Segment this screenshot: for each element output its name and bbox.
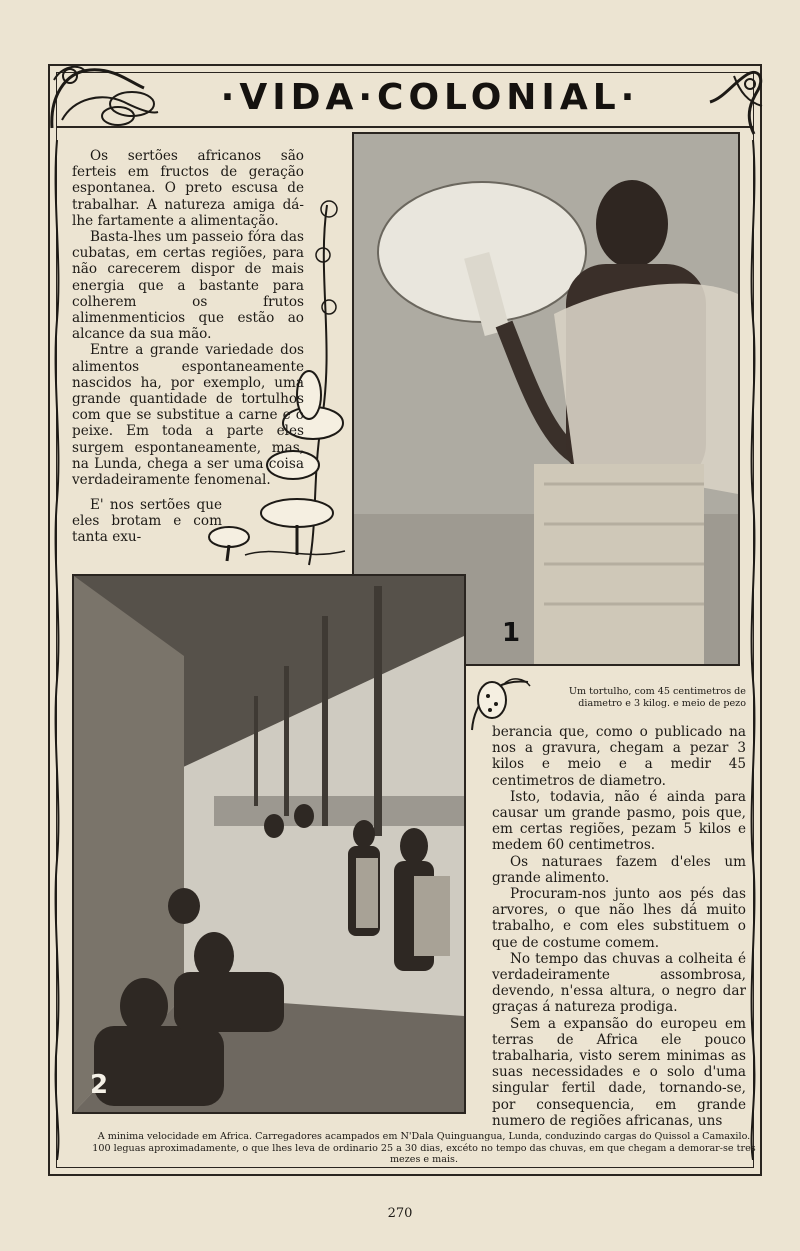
- intro-text-tail: [72, 497, 222, 546]
- page-title: ·VIDA·COLONIAL·: [220, 77, 640, 118]
- paragraph: Os naturaes fazem d'eles um grande alimento.: [492, 853, 746, 886]
- paragraph: E' nos sertões que eles brotam e com tanta exu-: [72, 497, 222, 546]
- paragraph: berancia que, como o publicado na nos a gravura, chegam a pezar 3 kilos e meio e a medir 45 centimetros de diametro.: [492, 724, 746, 789]
- paragraph: Isto, todavia, não é ainda para causar um grande pasmo, pois que, em certas regiões, pezam 5 kilos e medem 60 centimetros.: [492, 788, 746, 854]
- photo-carriers: [72, 574, 466, 1114]
- ornament-right-icon: [704, 62, 768, 142]
- photo-number: 2: [90, 1070, 109, 1100]
- continuation-text: [492, 724, 746, 1129]
- ornament-left-icon: [44, 58, 162, 140]
- photo1-caption: Um tortulho, com 45 centimetros de diametro e 3 kilog. e meio de pezo: [568, 686, 746, 709]
- intro-text: [72, 148, 304, 488]
- paragraph: Procuram-nos junto aos pés das arvores, o que não lhes dá muito trabalho, e com eles substituem o que de costume comem.: [492, 886, 746, 951]
- paragraph: No tempo das chuvas a colheita é verdadeiramente assombrosa, devendo, n'essa altura, o negro dar graças á natureza prodiga.: [492, 950, 746, 1016]
- page-number: 270: [387, 1206, 413, 1221]
- photo-carriers-illustration: [74, 576, 464, 1112]
- paragraph: Sem a expansão do europeu em terras de Africa ele pouco trabalharia, visto serem minimas as suas necessidades e o solo d'uma singular fertil dade, tornando-se, por consequencia, em grande numero de regiões africanas, uns: [492, 1015, 746, 1129]
- photo2-caption: A minima velocidade em Africa. Carregadores acampados em N'Dala Quinguangua, Lunda, conduzindo cargas do Quissol a Camaxilo. 100 leguas aproximadamente, o que lhes leva de ordinario 25 a 30 dias, excéto no tempo das chuvas, em que chegam a demorar-se tres mezes e mais.: [92, 1131, 756, 1165]
- right-vine-icon: [746, 140, 760, 1160]
- paragraph: Entre a grande variedade dos alimentos espontaneamente nascidos ha, por exemplo, uma grande quantidade de tortulhos com que se substitue a carne e o peixe. Em toda a parte eles surgem espontaneamente, mas, na Lunda, chega a ser uma coisa verdadeiramente fenomenal.: [72, 342, 304, 489]
- photo-number: 1: [502, 618, 521, 648]
- paragraph: Os sertões africanos são ferteis em fructos de geração espontanea. O preto escusa de trabalhar. A natureza amiga dá-lhe fartamente a alimentação.: [72, 148, 304, 229]
- left-vine-icon: [50, 140, 64, 1160]
- paragraph: Basta-lhes um passeio fóra das cubatas, em certas regiões, para não carecerem dispor de mais energia que a bastante para colherem os frutos alimenmenticios que estão ao alcance da sua mão.: [72, 229, 304, 343]
